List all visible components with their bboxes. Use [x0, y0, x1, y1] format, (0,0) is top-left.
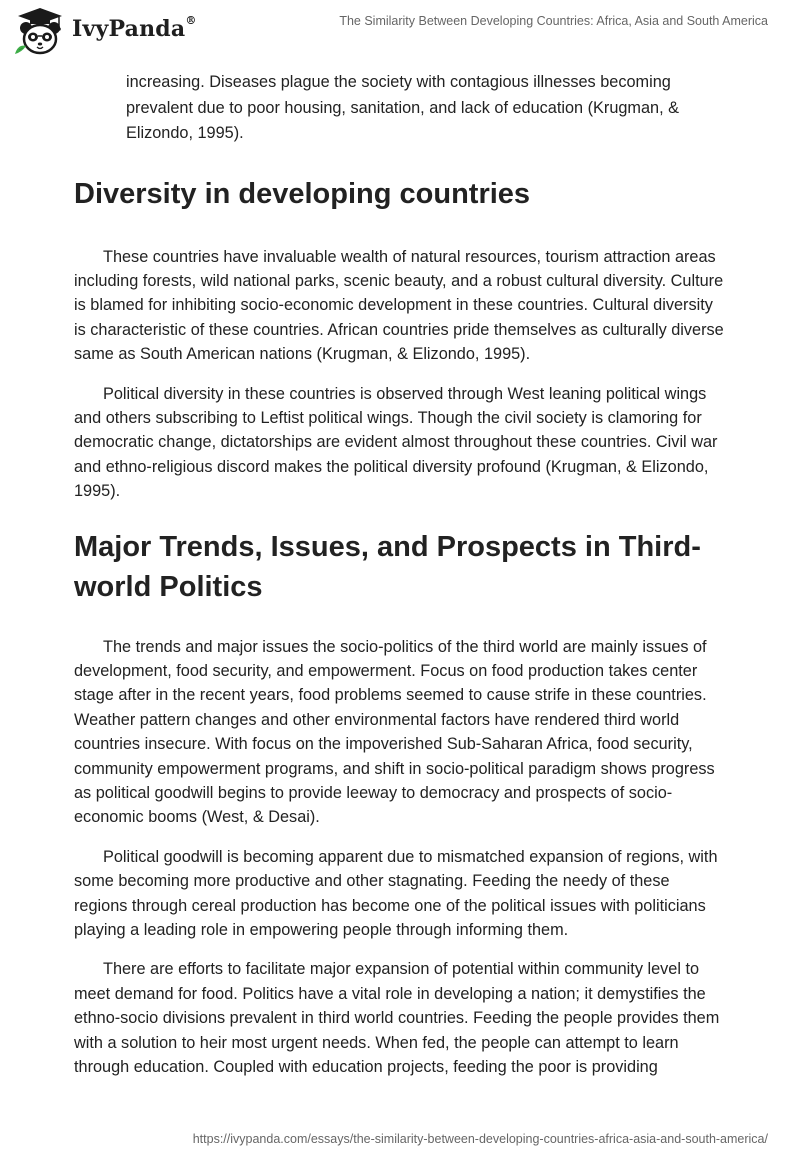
paragraph: These countries have invaluable wealth of natural resources, tourism attraction areas including forests, wild national parks, scenic beauty, and a robust cultural diversity. Culture is blamed for inhibiting socio-economic development in these countries. Cultural diversity is characteristic of these countries. African countries pride themselves as culturally diverse same as South American nations (Krugman, & Elizondo, 1995). [74, 247, 724, 364]
panda-graduate-icon[interactable] [12, 6, 68, 58]
essay-content [74, 70, 724, 1094]
brand-text: IvyPanda [72, 16, 186, 42]
document-title: The Similarity Between Developing Countries: Africa, Asia and South America [339, 14, 768, 28]
brand-name[interactable] [72, 16, 197, 42]
source-url[interactable]: https://ivypanda.com/essays/the-similarity-between-developing-countries-africa-asia-and-south-america/ [192, 1132, 768, 1146]
section-heading: Diversity in developing countries [74, 177, 531, 210]
paragraph: There are efforts to facilitate major expansion of potential within community level to meet demand for food. Politics have a vital role in developing a nation; it demystifies the ethno-socio divisions prevalent in third world countries. Feeding the people provides them with a solution to heir most urgent needs. When fed, the people can attempt to learn through education. Coupled with education projects, feeding the poor is providing [74, 960, 720, 1077]
block-quote: increasing. Diseases plague the society with contagious illnesses becoming prevalent due to poor housing, sanitation, and lack of education (Krugman, & Elizondo, 1995). [126, 73, 680, 142]
page-header [0, 0, 800, 60]
section-heading: Major Trends, Issues, and Prospects in Third-world Politics [74, 530, 701, 603]
paragraph: The trends and major issues the socio-politics of the third world are mainly issues of development, food security, and empowerment. Focus on food production takes center stage after in the recent years, food problems seemed to cause strife in these countries. Weather pattern changes and other environmental factors have rendered third world countries insecure. With focus on the impoverished Sub-Saharan Africa, food security, community empowerment programs, and shift in socio-political paradigm shows progress as political goodwill begins to provide leeway to democracy and prospects of socio-economic booms (West, & Desai). [74, 637, 715, 827]
paragraph: Political goodwill is becoming apparent due to mismatched expansion of regions, with some becoming more productive and other stagnating. Feeding the needy of these regions through cereal production has become one of the political issues with politicians playing a leading role in empowering people through informing them. [74, 847, 718, 940]
registered-mark: ® [185, 14, 197, 27]
paragraph: Political diversity in these countries is observed through West leaning political wings and others subscribing to Leftist political wings. Though the civil society is clamoring for democratic change, dictatorships are evident almost throughout these countries. Civil war and ethno-religious discord makes the political diversity profound (Krugman, & Elizondo, 1995). [74, 384, 718, 501]
